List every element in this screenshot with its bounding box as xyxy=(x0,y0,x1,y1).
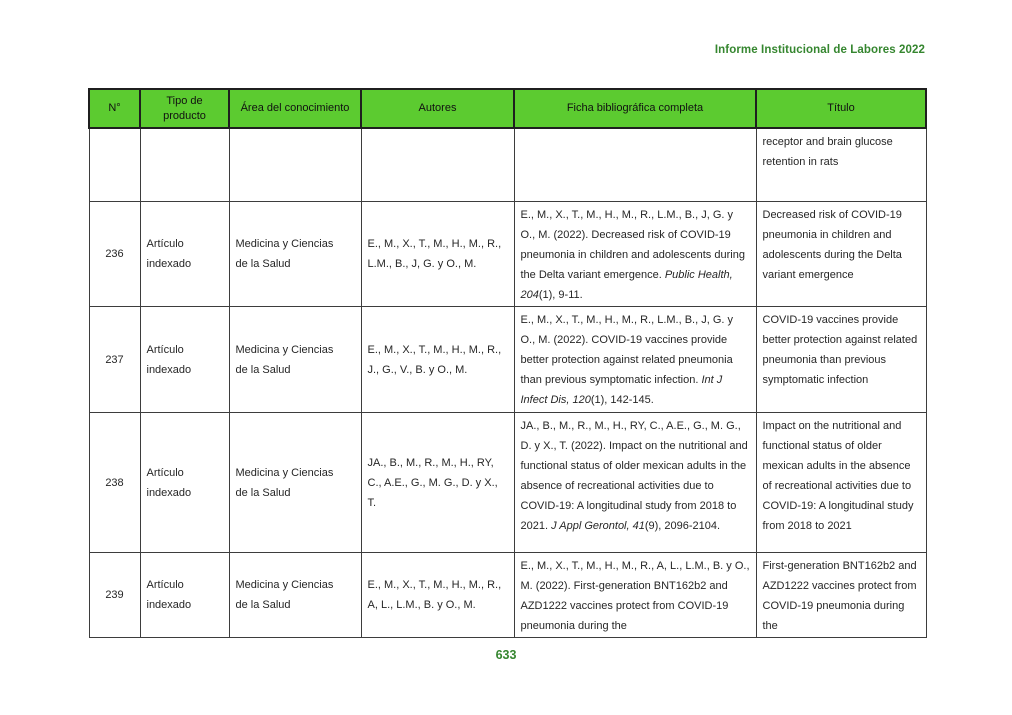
cell-tipo-producto xyxy=(140,128,229,202)
cell-area-conocimiento: Medicina y Ciencias de la Salud xyxy=(229,413,361,553)
cell-titulo: Decreased risk of COVID-19 pneumonia in children and adolescents during the Delta variant emergence xyxy=(756,202,926,307)
cell-numero xyxy=(89,128,140,202)
cell-ficha-bibliografica xyxy=(514,553,756,638)
cell-numero: 239 xyxy=(89,553,140,638)
cell-ficha-bibliografica xyxy=(514,413,756,553)
col-header-area-conocimiento: Área del conocimiento xyxy=(229,89,361,128)
cell-ficha-bibliografica xyxy=(514,202,756,307)
publications-table xyxy=(88,88,927,638)
ficha-pages: (1), 9-11. xyxy=(538,289,583,301)
cell-titulo: COVID-19 vaccines provide better protection against related pneumonia than previous symptomatic infection xyxy=(756,307,926,413)
cell-area-conocimiento: Medicina y Ciencias de la Salud xyxy=(229,202,361,307)
col-header-tipo-producto: Tipo de producto xyxy=(140,89,229,128)
cell-autores: E., M., X., T., M., H., M., R., A, L., L.M., B. y O., M. xyxy=(361,553,514,638)
table-row-continuation xyxy=(89,128,926,202)
col-header-ficha-bibliografica: Ficha bibliográfica completa xyxy=(514,89,756,128)
cell-tipo-producto: Artículo indexado xyxy=(140,553,229,638)
cell-autores: JA., B., M., R., M., H., RY, C., A.E., G., M. G., D. y X., T. xyxy=(361,413,514,553)
col-header-titulo: Título xyxy=(756,89,926,128)
ficha-journal-italic: Int J Infect Dis, 120 xyxy=(520,374,723,406)
ficha-pages: (9), 2096-2104. xyxy=(644,520,721,532)
cell-numero: 237 xyxy=(89,307,140,413)
cell-numero: 236 xyxy=(89,202,140,307)
ficha-pages: (1), 142-145. xyxy=(590,394,654,406)
table-row-239 xyxy=(89,553,926,638)
table-row-237 xyxy=(89,307,926,413)
ficha-journal-italic: Public Health, 204 xyxy=(520,269,733,301)
table-header-row xyxy=(89,89,926,128)
cell-ficha-bibliografica xyxy=(514,128,756,202)
ficha-text: E., M., X., T., M., H., M., R., L.M., B., J, G. y O., M. (2022). COVID-19 vaccines provide better protection against related pneumonia than previous symptomatic infection. xyxy=(520,314,733,386)
cell-area-conocimiento xyxy=(229,128,361,202)
cell-titulo: receptor and brain glucose retention in rats xyxy=(756,128,926,202)
cell-titulo: Impact on the nutritional and functional status of older mexican adults in the absence of recreational activities due to COVID-19: A longitudinal study from 2018 to 2021 xyxy=(756,413,926,553)
col-header-autores: Autores xyxy=(361,89,514,128)
ficha-text: E., M., X., T., M., H., M., R., A, L., L.M., B. y O., M. (2022). First-generation BNT162b2 and AZD1222 vaccines protect from COVID-19 pneumonia during the xyxy=(520,560,750,632)
page-number: 633 xyxy=(495,648,517,662)
cell-autores: E., M., X., T., M., H., M., R., L.M., B., J, G. y O., M. xyxy=(361,202,514,307)
cell-titulo: First-generation BNT162b2 and AZD1222 vaccines protect from COVID-19 pneumonia during the xyxy=(756,553,926,638)
cell-numero: 238 xyxy=(89,413,140,553)
cell-tipo-producto: Artículo indexado xyxy=(140,307,229,413)
cell-autores: E., M., X., T., M., H., M., R., J., G., V., B. y O., M. xyxy=(361,307,514,413)
cell-autores xyxy=(361,128,514,202)
ficha-text: E., M., X., T., M., H., M., R., L.M., B., J, G. y O., M. (2022). Decreased risk of COVID-19 pneumonia in children and adolescents during the Delta variant emergence. xyxy=(520,209,745,281)
table-row-238 xyxy=(89,413,926,553)
cell-area-conocimiento: Medicina y Ciencias de la Salud xyxy=(229,553,361,638)
cell-area-conocimiento: Medicina y Ciencias de la Salud xyxy=(229,307,361,413)
col-header-numero: N° xyxy=(89,89,140,128)
cell-tipo-producto: Artículo indexado xyxy=(140,413,229,553)
ficha-text: JA., B., M., R., M., H., RY, C., A.E., G., M. G., D. y X., T. (2022). Impact on the nutritional and functional status of older mexican adults in the absence of recreational activities due to COVID-19: A longitudinal study from 2018 to 2021. xyxy=(520,420,748,532)
table-row-236 xyxy=(89,202,926,307)
cell-ficha-bibliografica xyxy=(514,307,756,413)
cell-tipo-producto: Artículo indexado xyxy=(140,202,229,307)
ficha-journal-italic: J Appl Gerontol, 41 xyxy=(551,520,645,532)
report-title: Informe Institucional de Labores 2022 xyxy=(714,44,925,56)
